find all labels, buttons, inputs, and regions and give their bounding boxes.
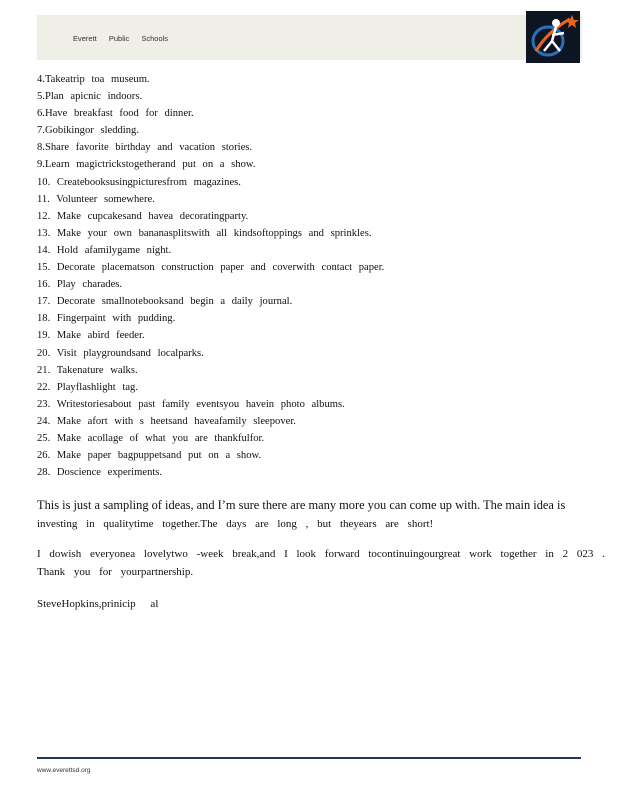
signature: SteveHopkins,prinicip al (37, 598, 159, 610)
paragraph-line: This is just a sampling of ideas, and I’m sure there are many more you can come up with. The main idea is (37, 498, 566, 512)
footer-divider (37, 757, 581, 759)
list-item: 20. Visit playgroundsand localparks. (37, 347, 204, 359)
paragraph-line: Thank you for yourpartnership. (37, 566, 194, 578)
list-item: 25. Make acollage of what you are thankfulfor. (37, 432, 265, 444)
list-item: 9.Learn magictrickstogetherand put on a show. (37, 159, 256, 171)
closing-paragraph-2 (37, 545, 605, 581)
list-item: 7.Gobikingor sledding. (37, 125, 139, 137)
list-item: 21. Takenature walks. (37, 364, 138, 376)
list-item: 28. Doscience experiments. (37, 467, 163, 479)
list-item: 19. Make abird feeder. (37, 330, 145, 342)
list-item: 8.Share favorite birthday and vacation stories. (37, 142, 253, 154)
list-item: 11. Volunteer somewhere. (37, 193, 155, 205)
ideas-list (37, 71, 384, 481)
footer-url: www.everettsd.org (37, 767, 91, 774)
list-item: 10. Createbooksusingpicturesfrom magazines. (37, 176, 241, 188)
list-item: 5.Plan apicnic indoors. (37, 91, 143, 103)
list-item: 13. Make your own bananasplitswith all kindsoftoppings and sprinkles. (37, 227, 372, 239)
list-item: 26. Make paper bagpuppetsand put on a show. (37, 450, 262, 462)
list-item: 15. Decorate placematson construction paper and coverwith contact paper. (37, 262, 385, 274)
paragraph-line: investing in qualitytime together.The days are long , but theyears are short! (37, 518, 434, 530)
school-name: Everett Public Schools (73, 34, 169, 43)
list-item: 16. Play charades. (37, 279, 123, 291)
list-item: 14. Hold afamilygame night. (37, 244, 172, 256)
everett-public-schools-logo-icon (526, 11, 580, 63)
list-item: 4.Takeatrip toa museum. (37, 74, 150, 85)
list-item: 24. Make afort with s heetsand haveafamily sleepover. (37, 415, 296, 427)
paragraph-line: I dowish everyonea lovelytwo -week break,and I look forward tocontinuingourgreat work together in 2 023 . (37, 548, 605, 560)
list-item: 17. Decorate smallnotebooksand begin a daily journal. (37, 296, 293, 308)
list-item: 18. Fingerpaint with pudding. (37, 313, 176, 325)
list-item: 12. Make cupcakesand havea decoratingparty. (37, 210, 249, 222)
list-item: 6.Have breakfast food for dinner. (37, 108, 194, 120)
list-item: 22. Playflashlight tag. (37, 381, 138, 393)
list-item: 23. Writestoriesabout past family eventsyou havein photo albums. (37, 398, 345, 410)
closing-paragraph-1 (37, 496, 565, 534)
